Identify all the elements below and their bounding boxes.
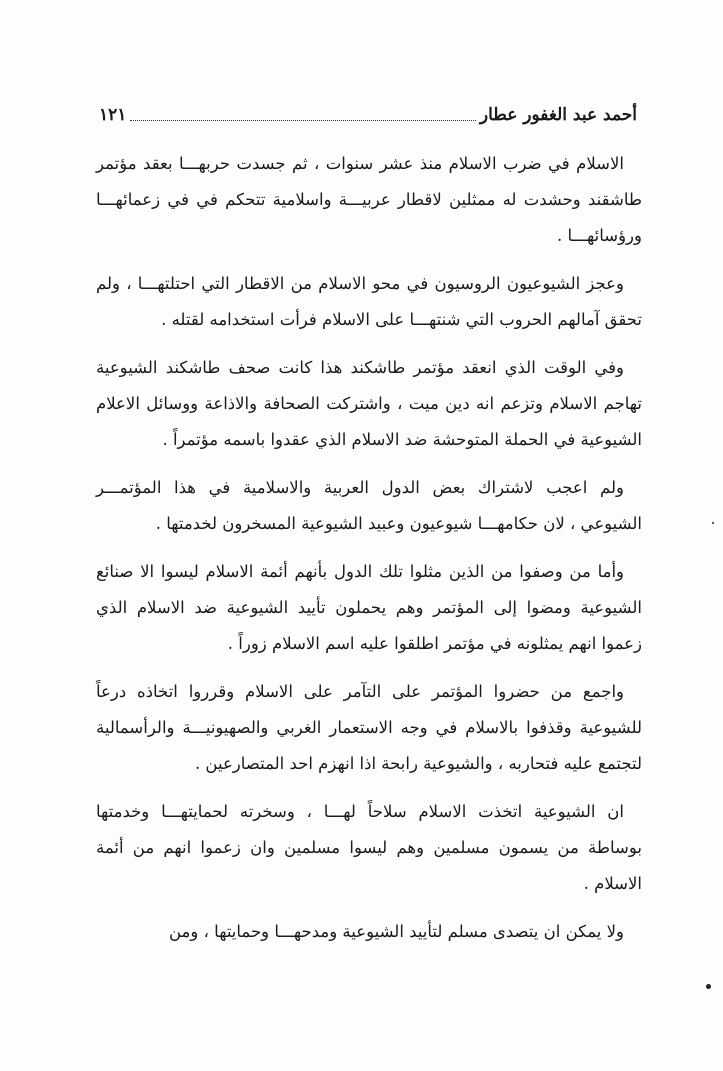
- paragraph: وأما من وصفوا من الذين مثلوا تلك الدول بأنهم أئمة الاسلام ليسوا الا صنائع الشيوعية ومضوا إلى المؤتمر وهم يحملون تأييد الشيوعية ضد الاسلام الذي زعموا انهم يمثلونه في مؤتمر اطلقوا عليه اسم الاسلام زوراً .: [96, 562, 642, 653]
- running-header: [99, 100, 637, 126]
- running-header-author: أحمد عبد الغفور عطار: [479, 105, 637, 125]
- paragraph: وفي الوقت الذي انعقد مؤتمر طاشكند هذا كانت صحف طاشكند الشيوعية تهاجم الاسلام وتزعم انه دين ميت ، واشتركت الصحافة والاذاعة ووسائل الاعلام الشيوعية في الحملة المتوحشة ضد الاسلام الذي عقدوا باسمه مؤتمراً .: [96, 358, 642, 449]
- paragraph: الاسلام في ضرب الاسلام منذ عشر سنوات ، ثم جسدت حربهـــا بعقد مؤتمر طاشقند وحشدت له ممثلين لاقطار عربيـــة واسلامية تتحكم في في زعمائهـــا ورؤسائهـــا .: [96, 154, 642, 245]
- dotted-leader: [130, 119, 475, 121]
- paragraph: ولا يمكن ان يتصدى مسلم لتأييد الشيوعية ومدحهـــا وحمايتها ، ومن: [169, 922, 624, 941]
- paragraph: وعجز الشيوعيون الروسيون في محو الاسلام من الاقطار التي احتلتهـــا ، ولم تحقق آمالهم الحروب التي شنتهـــا على الاسلام فرأت استخدامه لقتله .: [96, 274, 642, 329]
- body-text: [96, 146, 642, 962]
- scan-speck: [712, 522, 714, 524]
- scan-speck: [706, 984, 711, 989]
- page-number: ١٢١: [99, 105, 127, 125]
- paragraph: ولم اعجب لاشتراك بعض الدول العربية والاسلامية في هذا المؤتمـــر الشيوعي ، لان حكامهـــا شيوعيون وعبيد الشيوعية المسخرون لخدمتها .: [96, 478, 642, 533]
- paragraph: واجمع من حضروا المؤتمر على التآمر على الاسلام وقرروا اتخاذه درعاً للشيوعية وقذفوا بالاسلام في وجه الاستعمار الغربي والصهيونيـــة والرأسمالية لتجتمع عليه فتحاربه ، والشيوعية رابحة اذا انهزم احد المتصارعين .: [96, 682, 642, 773]
- paragraph: ان الشيوعية اتخذت الاسلام سلاحاً لهـــا ، وسخرته لحمايتهـــا وخدمتها بوساطة من يسمون مسلمين وهم ليسوا مسلمين وان زعموا انهم من أئمة الاسلام .: [96, 802, 642, 893]
